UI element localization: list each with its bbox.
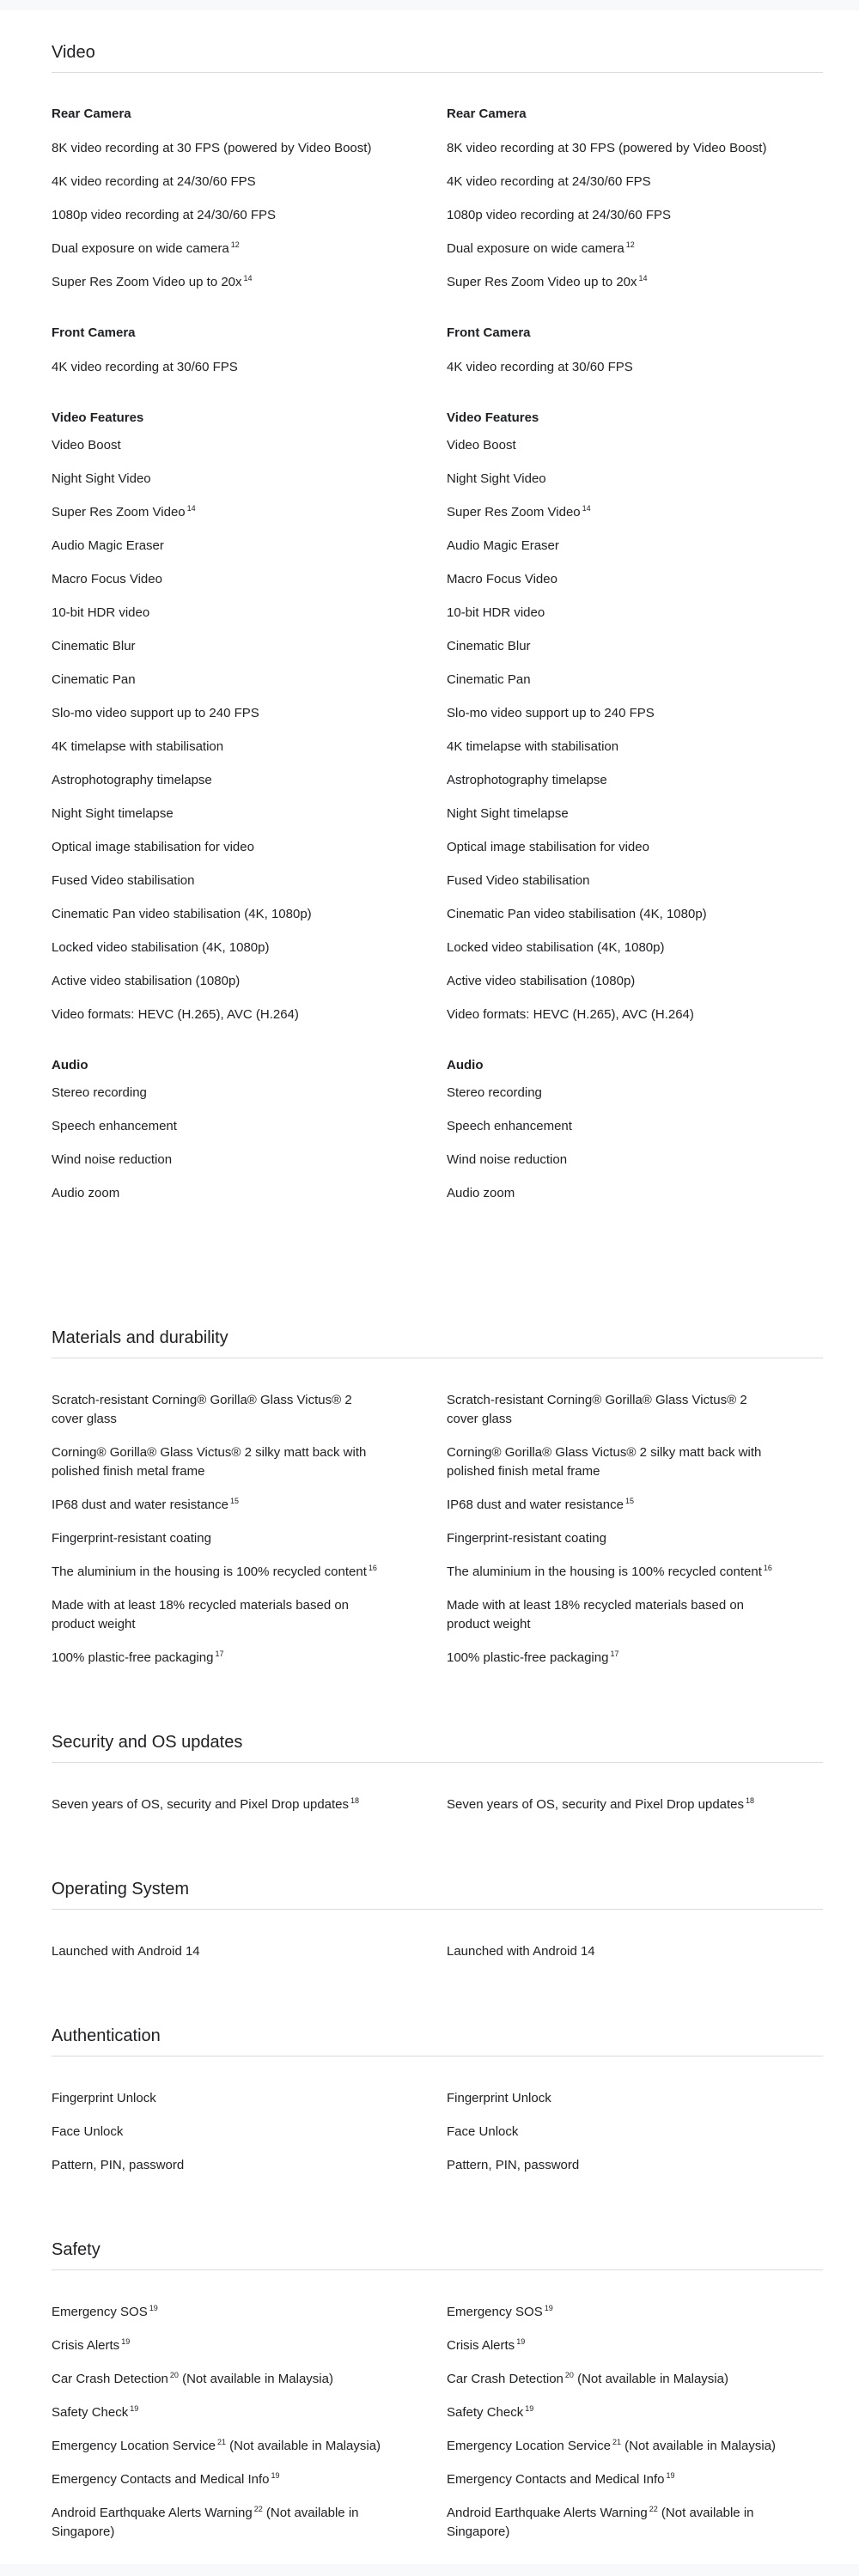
spec-text: Locked video stabilisation (4K, 1080p): [447, 940, 665, 955]
footnote-ref: 18: [350, 1796, 360, 1805]
column-left: [52, 1795, 447, 1829]
footnote-ref: 19: [149, 2304, 158, 2312]
spec-item: [447, 671, 823, 690]
spec-text: Pattern, PIN, password: [447, 2158, 580, 2172]
spec-text: Fused Video stabilisation: [447, 873, 590, 888]
spec-item: [52, 771, 447, 790]
spec-item: [447, 939, 823, 957]
spec-item: [52, 2336, 447, 2355]
footnote-ref: 19: [516, 2337, 526, 2346]
spec-text: Crisis Alerts: [447, 2338, 515, 2353]
spec-item: [447, 1391, 782, 1429]
spec-text: Fingerprint Unlock: [447, 2091, 551, 2105]
spec-item: [52, 358, 447, 377]
spec-item: [447, 173, 823, 191]
compare-columns: [52, 1795, 823, 1829]
group-title: Front Camera: [52, 325, 136, 340]
footnote-ref: 16: [368, 1564, 377, 1572]
spec-item: [52, 905, 447, 924]
spec-text: Emergency SOS: [52, 2305, 148, 2319]
column-left: [52, 1391, 447, 1682]
spec-text: Wind noise reduction: [447, 1152, 568, 1167]
spec-note: (Not available in Singapore): [447, 2506, 754, 2539]
spec-item: [447, 1151, 823, 1170]
group-title: Audio: [52, 1058, 88, 1072]
spec-text: Face Unlock: [52, 2124, 124, 2139]
spec-text: 4K video recording at 30/60 FPS: [447, 360, 633, 374]
spec-item: [52, 1496, 447, 1515]
spec-text: Car Crash Detection: [52, 2372, 168, 2386]
spec-text: 100% plastic-free packaging: [52, 1650, 214, 1665]
spec-text: Cinematic Pan video stabilisation (4K, 1080p): [52, 907, 312, 921]
spec-item: [447, 2089, 823, 2108]
spec-text: Made with at least 18% recycled materials based on product weight: [447, 1598, 745, 1631]
footnote-ref: 18: [746, 1796, 755, 1805]
spec-item: [447, 139, 823, 158]
spec-text: Night Sight timelapse: [52, 806, 174, 821]
spec-text: Slo-mo video support up to 240 FPS: [447, 706, 655, 720]
spec-text: 4K timelapse with stabilisation: [447, 739, 619, 754]
spec-text: 100% plastic-free packaging: [447, 1650, 609, 1665]
footnote-ref: 19: [544, 2304, 553, 2312]
spec-text: Audio Magic Eraser: [447, 538, 559, 553]
compare-columns: [52, 106, 823, 1218]
security-section: [52, 1731, 823, 1829]
footnote-ref: 14: [243, 274, 253, 283]
spec-text: IP68 dust and water resistance: [52, 1498, 228, 1512]
spec-item: [52, 1529, 447, 1548]
spec-text: Stereo recording: [52, 1085, 147, 1100]
spec-item: [447, 2470, 823, 2489]
spec-text: 4K timelapse with stabilisation: [52, 739, 224, 754]
footnote-ref: 17: [215, 1649, 224, 1658]
spec-item: [52, 1391, 387, 1429]
spec-text: Macro Focus Video: [447, 572, 557, 586]
spec-item: [447, 1529, 823, 1548]
spec-item: [447, 470, 823, 489]
spec-text: Android Earthquake Alerts Warning: [52, 2506, 253, 2520]
video-section: [52, 41, 823, 1218]
footnote-ref: 19: [130, 2404, 139, 2413]
spec-item: [447, 206, 823, 225]
spec-text: Speech enhancement: [52, 1119, 177, 1133]
footnote-ref: 14: [638, 274, 648, 283]
spec-item: [52, 671, 447, 690]
spec-item: [447, 738, 823, 756]
spec-text: 8K video recording at 30 FPS (powered by Video Boost): [447, 141, 767, 155]
spec-item: [447, 1084, 823, 1103]
spec-item: [447, 1596, 782, 1634]
spec-item: [52, 1184, 447, 1203]
spec-text: Video Boost: [52, 438, 121, 453]
spec-text: Optical image stabilisation for video: [52, 840, 254, 854]
spec-item: [52, 2303, 447, 2322]
group-title: Video Features: [52, 410, 144, 425]
column-right: [447, 2089, 823, 2190]
spec-item: [447, 1184, 823, 1203]
spec-item: [52, 1084, 447, 1103]
spec-text: Emergency Location Service: [447, 2439, 611, 2453]
spec-item: [52, 436, 447, 455]
group-title: Audio: [447, 1058, 484, 1072]
spec-item: [447, 2403, 823, 2422]
spec-text: Super Res Zoom Video up to 20x: [447, 275, 637, 289]
spec-item: [52, 1649, 447, 1668]
spec-text: Active video stabilisation (1080p): [52, 974, 241, 988]
group-title: Video Features: [447, 410, 539, 425]
spec-text: Audio zoom: [52, 1186, 120, 1200]
materials-section: [52, 1327, 823, 1682]
spec-text: Safety Check: [447, 2405, 524, 2420]
spec-text: Car Crash Detection: [447, 2372, 564, 2386]
compare-columns: [52, 1391, 823, 1682]
spec-text: Slo-mo video support up to 240 FPS: [52, 706, 259, 720]
spec-text: Emergency Contacts and Medical Info: [52, 2472, 270, 2487]
bottom-strip: [0, 2564, 859, 2576]
spec-item: [447, 2437, 823, 2456]
spec-text: Cinematic Pan: [447, 672, 531, 687]
spec-item: [52, 2123, 447, 2142]
spec-text: Corning® Gorilla® Glass Victus® 2 silky matt back with polished finish metal frame: [52, 1445, 367, 1479]
spec-item: [52, 2403, 447, 2422]
spec-text: Crisis Alerts: [52, 2338, 120, 2353]
section-title: Operating System: [52, 1878, 823, 1910]
compare-columns: [52, 2089, 823, 2190]
spec-item: [52, 872, 447, 890]
spec-text: Seven years of OS, security and Pixel Drop updates: [52, 1797, 350, 1812]
compare-columns: [52, 2303, 823, 2556]
spec-item: [52, 2470, 447, 2489]
spec-note: (Not available in Malaysia): [620, 2439, 777, 2453]
spec-text: Audio Magic Eraser: [52, 538, 164, 553]
spec-item: [52, 1005, 447, 1024]
spec-item: [52, 1563, 447, 1582]
spec-text: The aluminium in the housing is 100% recycled content: [447, 1564, 762, 1579]
safety-section: [52, 2239, 823, 2556]
spec-note: (Not available in Singapore): [52, 2506, 359, 2539]
footnote-ref: 22: [649, 2505, 658, 2513]
spec-item: [52, 805, 447, 823]
spec-text: 4K video recording at 24/30/60 FPS: [447, 174, 651, 189]
footnote-ref: 17: [610, 1649, 619, 1658]
footnote-ref: 14: [186, 504, 196, 513]
spec-text: Dual exposure on wide camera: [447, 241, 624, 256]
spec-item: [52, 704, 447, 723]
spec-text: Made with at least 18% recycled materials based on product weight: [52, 1598, 350, 1631]
compare-columns: [52, 1942, 823, 1976]
spec-text: Wind noise reduction: [52, 1152, 173, 1167]
footnote-ref: 20: [564, 2371, 574, 2379]
group-title: Rear Camera: [52, 106, 131, 121]
spec-item: [447, 2504, 782, 2542]
spec-item: [447, 436, 823, 455]
spec-item: [52, 537, 447, 556]
column-left: [52, 106, 447, 1218]
spec-item: [52, 2156, 447, 2175]
spec-text: Cinematic Blur: [52, 639, 136, 653]
spec-text: Dual exposure on wide camera: [52, 241, 229, 256]
footnote-ref: 19: [271, 2471, 280, 2480]
column-right: [447, 106, 823, 1218]
spec-text: Super Res Zoom Video: [52, 505, 186, 519]
spec-text: Video Boost: [447, 438, 516, 453]
spec-text: Video formats: HEVC (H.265), AVC (H.264): [447, 1007, 694, 1022]
spec-text: Fingerprint-resistant coating: [52, 1531, 211, 1546]
spec-text: 8K video recording at 30 FPS (powered by Video Boost): [52, 141, 372, 155]
spec-item: [52, 2089, 447, 2108]
spec-text: IP68 dust and water resistance: [447, 1498, 624, 1512]
spec-item: [52, 972, 447, 991]
footnote-ref: 12: [625, 240, 635, 249]
column-left: [52, 2089, 447, 2190]
spec-item: [52, 273, 447, 292]
footnote-ref: 15: [624, 1497, 634, 1505]
spec-text: Emergency Contacts and Medical Info: [447, 2472, 665, 2487]
spec-item: [447, 905, 823, 924]
spec-item: [52, 738, 447, 756]
footnote-ref: 16: [763, 1564, 772, 1572]
spec-item: [447, 604, 823, 623]
spec-item: [52, 173, 447, 191]
footnote-ref: 21: [216, 2438, 226, 2446]
spec-text: Android Earthquake Alerts Warning: [447, 2506, 648, 2520]
spec-item: [52, 206, 447, 225]
spec-item: [447, 805, 823, 823]
spec-text: Face Unlock: [447, 2124, 519, 2139]
spec-text: 4K video recording at 24/30/60 FPS: [52, 174, 256, 189]
spec-text: Scratch-resistant Corning® Gorilla® Glass Victus® 2 cover glass: [447, 1393, 747, 1426]
spec-item: [52, 1151, 447, 1170]
spec-item: [447, 1117, 823, 1136]
spec-text: Launched with Android 14: [447, 1944, 595, 1959]
spec-item: [52, 2370, 447, 2389]
spec-item: [447, 2303, 823, 2322]
spec-text: Emergency Location Service: [52, 2439, 216, 2453]
spec-text: Speech enhancement: [447, 1119, 572, 1133]
spec-item: [447, 2336, 823, 2355]
section-title: Safety: [52, 2239, 823, 2270]
footnote-ref: 19: [121, 2337, 131, 2346]
spec-text: Launched with Android 14: [52, 1944, 200, 1959]
spec-item: [447, 637, 823, 656]
section-title: Materials and durability: [52, 1327, 823, 1358]
spec-item: [52, 2437, 447, 2456]
spec-text: 4K video recording at 30/60 FPS: [52, 360, 238, 374]
spec-text: Macro Focus Video: [52, 572, 162, 586]
operating-system-section: [52, 1878, 823, 1976]
column-left: [52, 1942, 447, 1976]
spec-item: [52, 939, 447, 957]
spec-text: Emergency SOS: [447, 2305, 543, 2319]
spec-text: 10-bit HDR video: [52, 605, 150, 620]
spec-item: [447, 2156, 823, 2175]
spec-item: [52, 570, 447, 589]
top-strip: [0, 0, 859, 10]
spec-item: [52, 604, 447, 623]
spec-item: [447, 2370, 823, 2389]
spec-text: Optical image stabilisation for video: [447, 840, 649, 854]
spec-text: Astrophotography timelapse: [447, 773, 607, 787]
spec-text: Night Sight Video: [52, 471, 151, 486]
spec-text: Super Res Zoom Video up to 20x: [52, 275, 242, 289]
spec-text: Stereo recording: [447, 1085, 542, 1100]
column-right: [447, 1795, 823, 1829]
spec-item: [52, 2504, 387, 2542]
spec-item: [447, 771, 823, 790]
spec-item: [52, 139, 447, 158]
spec-text: Cinematic Pan video stabilisation (4K, 1080p): [447, 907, 707, 921]
footnote-ref: 19: [666, 2471, 675, 2480]
spec-item: [447, 1563, 823, 1582]
spec-text: Cinematic Blur: [447, 639, 531, 653]
spec-item: [447, 537, 823, 556]
spec-item: [447, 838, 823, 857]
spec-item: [447, 972, 823, 991]
spec-item: [447, 273, 823, 292]
group-title: Front Camera: [447, 325, 531, 340]
spec-item: [447, 1649, 823, 1668]
spec-item: [447, 704, 823, 723]
section-title: Authentication: [52, 2025, 823, 2057]
spec-text: Seven years of OS, security and Pixel Drop updates: [447, 1797, 745, 1812]
spec-note: (Not available in Malaysia): [225, 2439, 381, 2453]
spec-text: Night Sight timelapse: [447, 806, 569, 821]
spec-item: [52, 1443, 387, 1481]
spec-item: [447, 1496, 823, 1515]
spec-note: (Not available in Malaysia): [178, 2372, 333, 2386]
column-right: [447, 1391, 823, 1682]
spec-item: [52, 838, 447, 857]
spec-text: Astrophotography timelapse: [52, 773, 212, 787]
spec-text: Night Sight Video: [447, 471, 546, 486]
column-right: [447, 1942, 823, 1976]
spec-text: Pattern, PIN, password: [52, 2158, 185, 2172]
spec-item: [447, 240, 823, 258]
spec-text: Super Res Zoom Video: [447, 505, 581, 519]
spec-text: The aluminium in the housing is 100% recycled content: [52, 1564, 367, 1579]
spec-item: [447, 1795, 823, 1814]
spec-text: Active video stabilisation (1080p): [447, 974, 636, 988]
spec-item: [447, 570, 823, 589]
footnote-ref: 20: [169, 2371, 179, 2379]
spec-note: (Not available in Malaysia): [573, 2372, 728, 2386]
spec-text: Fingerprint Unlock: [52, 2091, 156, 2105]
spec-text: Audio zoom: [447, 1186, 515, 1200]
authentication-section: [52, 2025, 823, 2190]
spec-item: [52, 637, 447, 656]
footnote-ref: 22: [253, 2505, 263, 2513]
spec-text: Video formats: HEVC (H.265), AVC (H.264): [52, 1007, 299, 1022]
spec-item: [52, 1117, 447, 1136]
footnote-ref: 19: [525, 2404, 534, 2413]
spec-text: Cinematic Pan: [52, 672, 136, 687]
spec-text: Safety Check: [52, 2405, 129, 2420]
spec-item: [447, 872, 823, 890]
section-title: Video: [52, 41, 823, 73]
footnote-ref: 14: [582, 504, 591, 513]
spec-text: 1080p video recording at 24/30/60 FPS: [52, 208, 277, 222]
spec-text: Scratch-resistant Corning® Gorilla® Glass Victus® 2 cover glass: [52, 1393, 352, 1426]
spec-item: [447, 503, 823, 522]
spec-item: [447, 1942, 823, 1961]
spec-item: [52, 1942, 447, 1961]
spec-item: [52, 470, 447, 489]
spec-text: Locked video stabilisation (4K, 1080p): [52, 940, 270, 955]
spec-text: Fused Video stabilisation: [52, 873, 195, 888]
spec-item: [52, 503, 447, 522]
spec-text: 10-bit HDR video: [447, 605, 545, 620]
footnote-ref: 21: [612, 2438, 621, 2446]
footnote-ref: 12: [230, 240, 240, 249]
spec-item: [447, 2123, 823, 2142]
spec-text: Corning® Gorilla® Glass Victus® 2 silky matt back with polished finish metal frame: [447, 1445, 762, 1479]
spec-text: 1080p video recording at 24/30/60 FPS: [447, 208, 672, 222]
spec-item: [447, 1443, 782, 1481]
group-title: Rear Camera: [447, 106, 527, 121]
section-title: Security and OS updates: [52, 1731, 823, 1763]
footnote-ref: 15: [229, 1497, 239, 1505]
column-left: [52, 2303, 447, 2556]
spec-item: [447, 358, 823, 377]
spec-item: [52, 1795, 447, 1814]
column-right: [447, 2303, 823, 2556]
spec-item: [52, 240, 447, 258]
spec-item: [447, 1005, 823, 1024]
spec-item: [52, 1596, 387, 1634]
spec-text: Fingerprint-resistant coating: [447, 1531, 606, 1546]
